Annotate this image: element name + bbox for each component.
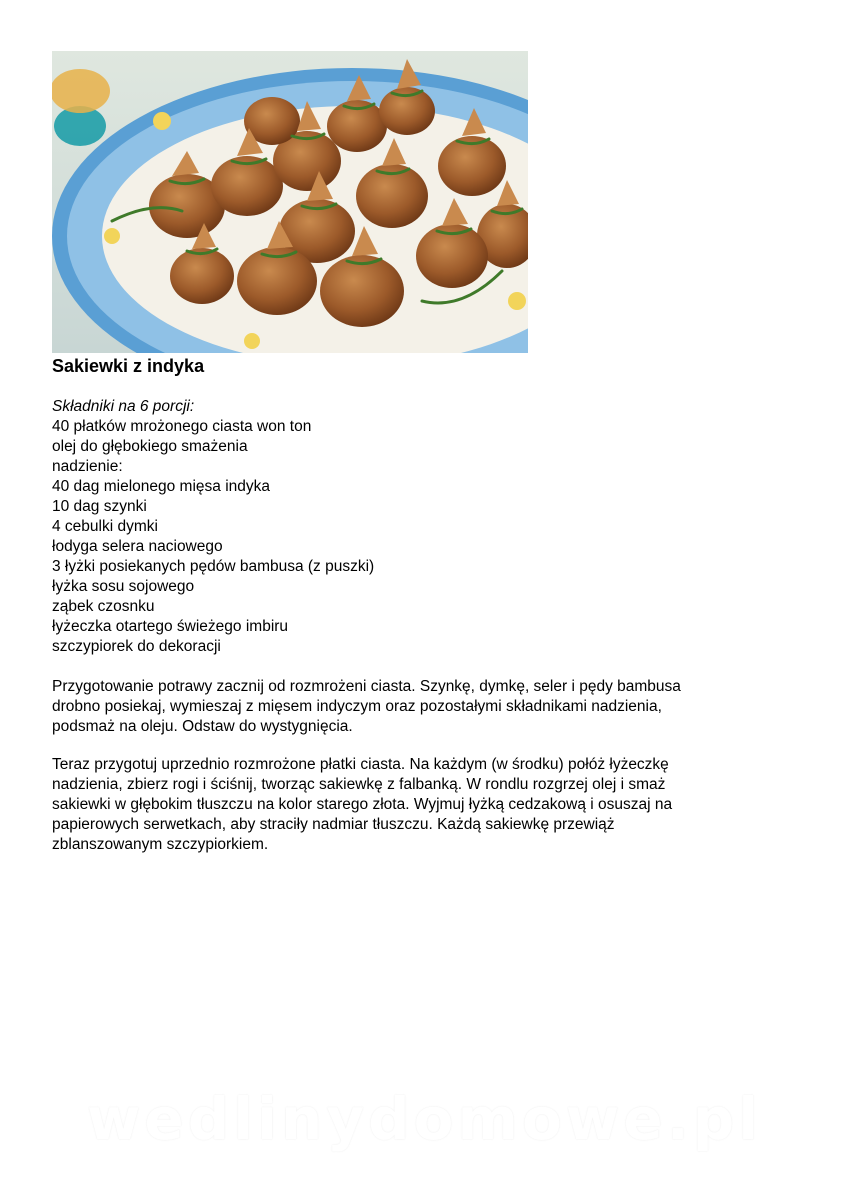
preparation-paragraph-2 [52, 755, 772, 855]
paragraph-line: podsmaż na oleju. Odstaw do wystygnięcia. [52, 718, 353, 735]
recipe-photo [52, 51, 528, 353]
ingredient-item: ząbek czosnku [52, 598, 155, 615]
ingredient-item: nadzienie: [52, 458, 123, 475]
ingredient-item: 40 dag mielonego mięsa indyka [52, 478, 270, 495]
ingredients-list [52, 397, 374, 657]
ingredient-item: łyżka sosu sojowego [52, 578, 195, 595]
paragraph-line: papierowych serwetkach, aby straciły nadmiar tłuszczu. Każdą sakiewkę przewiąż [52, 816, 615, 833]
ingredient-item: olej do głębokiego smażenia [52, 438, 248, 455]
ingredient-item: 4 cebulki dymki [52, 518, 158, 535]
ingredient-item: 3 łyżki posiekanych pędów bambusa (z puszki) [52, 558, 375, 575]
paragraph-line: sakiewki w głębokim tłuszczu na kolor starego złota. Wyjmuj łyżką cedzakową i osuszaj na [52, 796, 673, 813]
preparation-paragraph-1 [52, 677, 772, 737]
ingredient-item: 40 płatków mrożonego ciasta won ton [52, 418, 312, 435]
paragraph-line: Przygotowanie potrawy zacznij od rozmrożeni ciasta. Szynkę, dymkę, seler i pędy bambusa [52, 678, 681, 695]
recipe-title: Sakiewki z indyka [52, 356, 205, 376]
paragraph-line: drobno posiekaj, wymieszaj z mięsem indyczym oraz pozostałymi składnikami nadzienia, [52, 698, 662, 715]
ingredient-item: łodyga selera naciowego [52, 538, 223, 555]
site-watermark: wedlinydomowe.pl [86, 1085, 763, 1153]
paragraph-line: zblanszowanym szczypiorkiem. [52, 836, 269, 853]
ingredient-item: 10 dag szynki [52, 498, 147, 515]
dumplings-on-plate-illustration [52, 51, 528, 353]
paragraph-line: Teraz przygotuj uprzednio rozmrożone płatki ciasta. Na każdym (w środku) połóż łyżeczkę [52, 756, 669, 773]
ingredients-heading: Składniki na 6 porcji: [52, 398, 195, 415]
ingredient-item: szczypiorek do dekoracji [52, 638, 221, 655]
ingredient-item: łyżeczka otartego świeżego imbiru [52, 618, 289, 635]
paragraph-line: nadzienia, zbierz rogi i ściśnij, tworząc sakiewkę z falbanką. W rondlu rozgrzej olej i smaż [52, 776, 666, 793]
